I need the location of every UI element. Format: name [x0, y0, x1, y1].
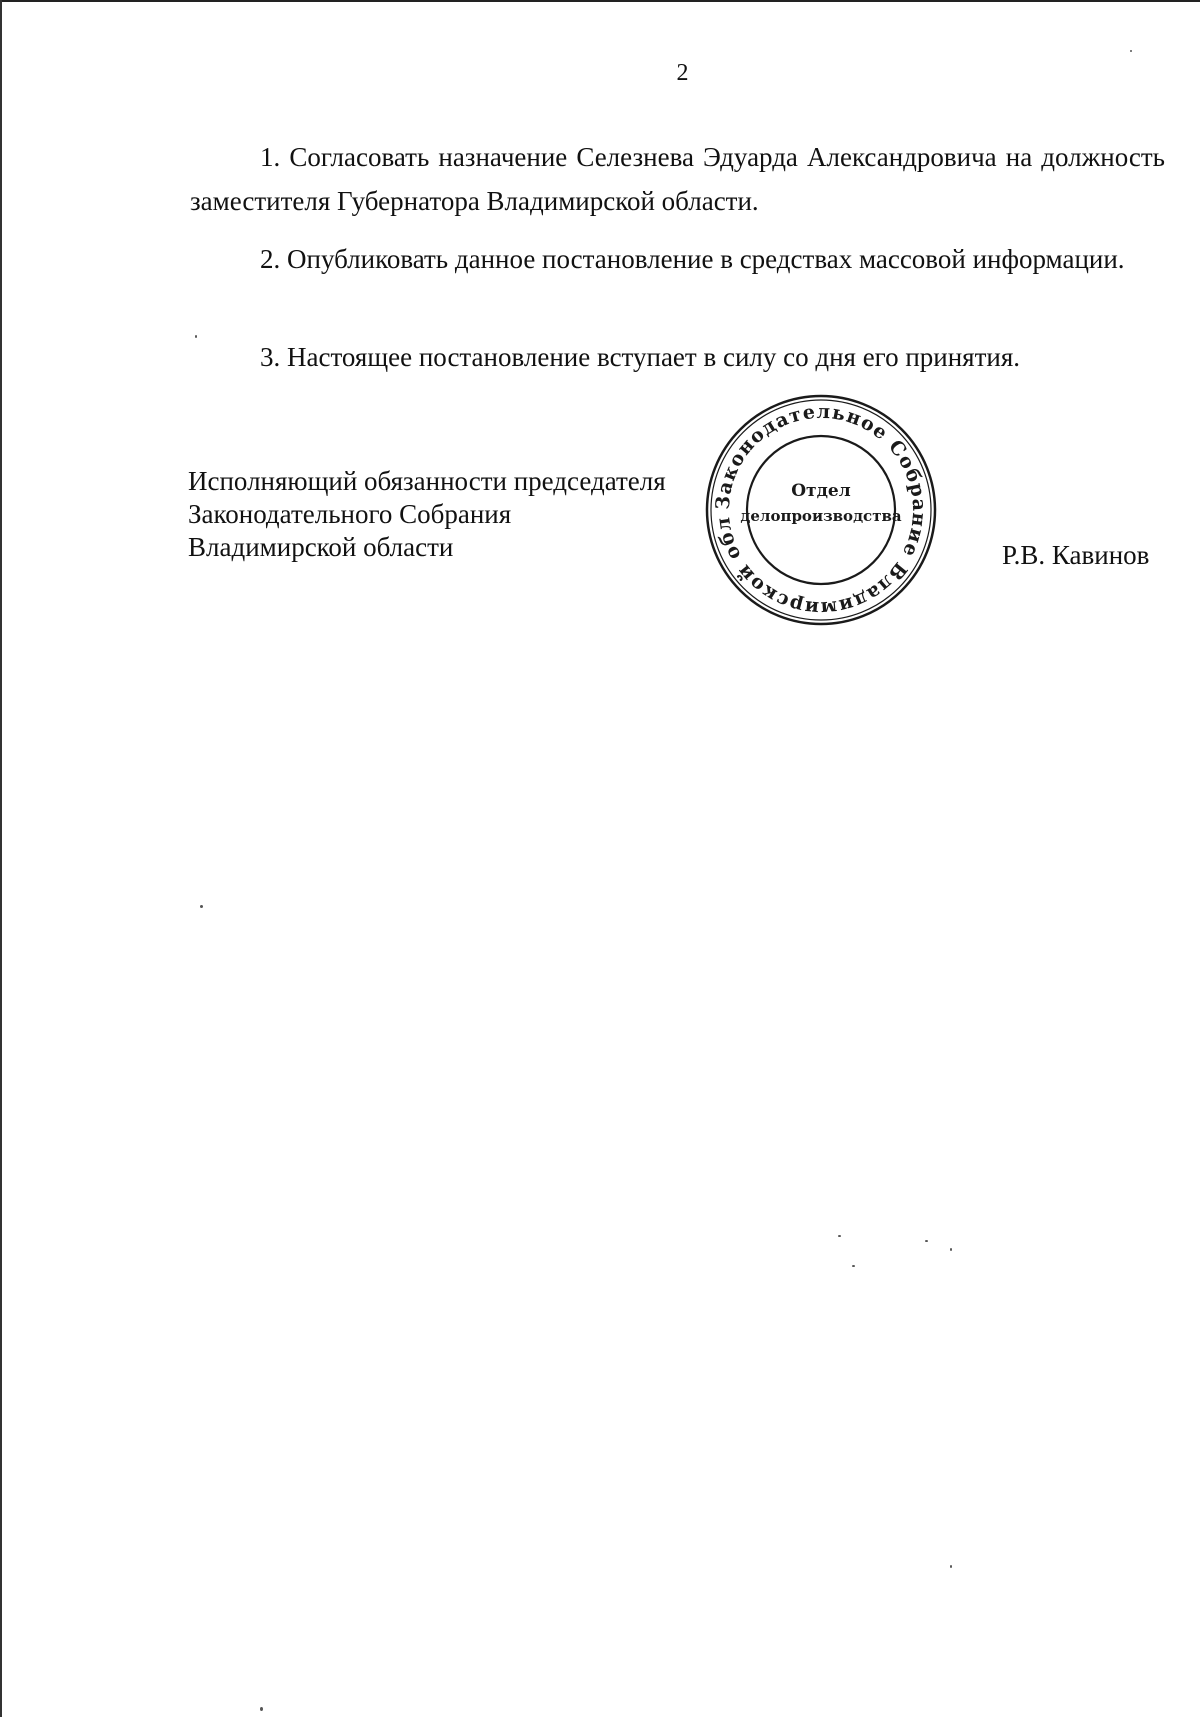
scan-speck [925, 1240, 928, 1242]
position-line-3: Владимирской области [188, 532, 454, 562]
scan-speck [950, 1248, 952, 1251]
stamp-center-line-2: делопроизводства [740, 507, 902, 525]
signatory-position [188, 465, 666, 564]
paragraph-2: 2. Опубликовать данное постановление в средствах массовой информации. [260, 244, 1125, 274]
signer-name: Р.В. Кавинов [1002, 540, 1150, 570]
scan-speck [200, 905, 203, 908]
official-stamp [703, 392, 939, 628]
paragraph-1: 1. Согласовать назначение Селезнева Эдуарда Александровича на должность заместителя Губернатора Владимирской области. [190, 142, 1165, 216]
position-line-1: Исполняющий обязанности председателя [188, 466, 666, 496]
scan-speck [1130, 50, 1132, 52]
scan-speck [260, 1707, 263, 1711]
scan-edge-left [0, 0, 2, 1717]
stamp-ring-textpath: Законодательное Собрание Владимирской обл [711, 400, 931, 620]
scan-speck [838, 1235, 841, 1237]
scan-speck [852, 1265, 855, 1267]
scan-speck [950, 1565, 952, 1568]
page-number: 2 [676, 60, 689, 86]
stamp-center-line-1: Отдел [791, 481, 851, 501]
stamp-seal [703, 392, 939, 628]
scan-edge-top [0, 0, 1200, 2]
stamp-ring-text [703, 392, 930, 619]
scan-speck [195, 335, 197, 338]
paragraph-3: 3. Настоящее постановление вступает в силу со дня его принятия. [260, 342, 1021, 372]
position-line-2: Законодательного Собрания [188, 499, 512, 529]
